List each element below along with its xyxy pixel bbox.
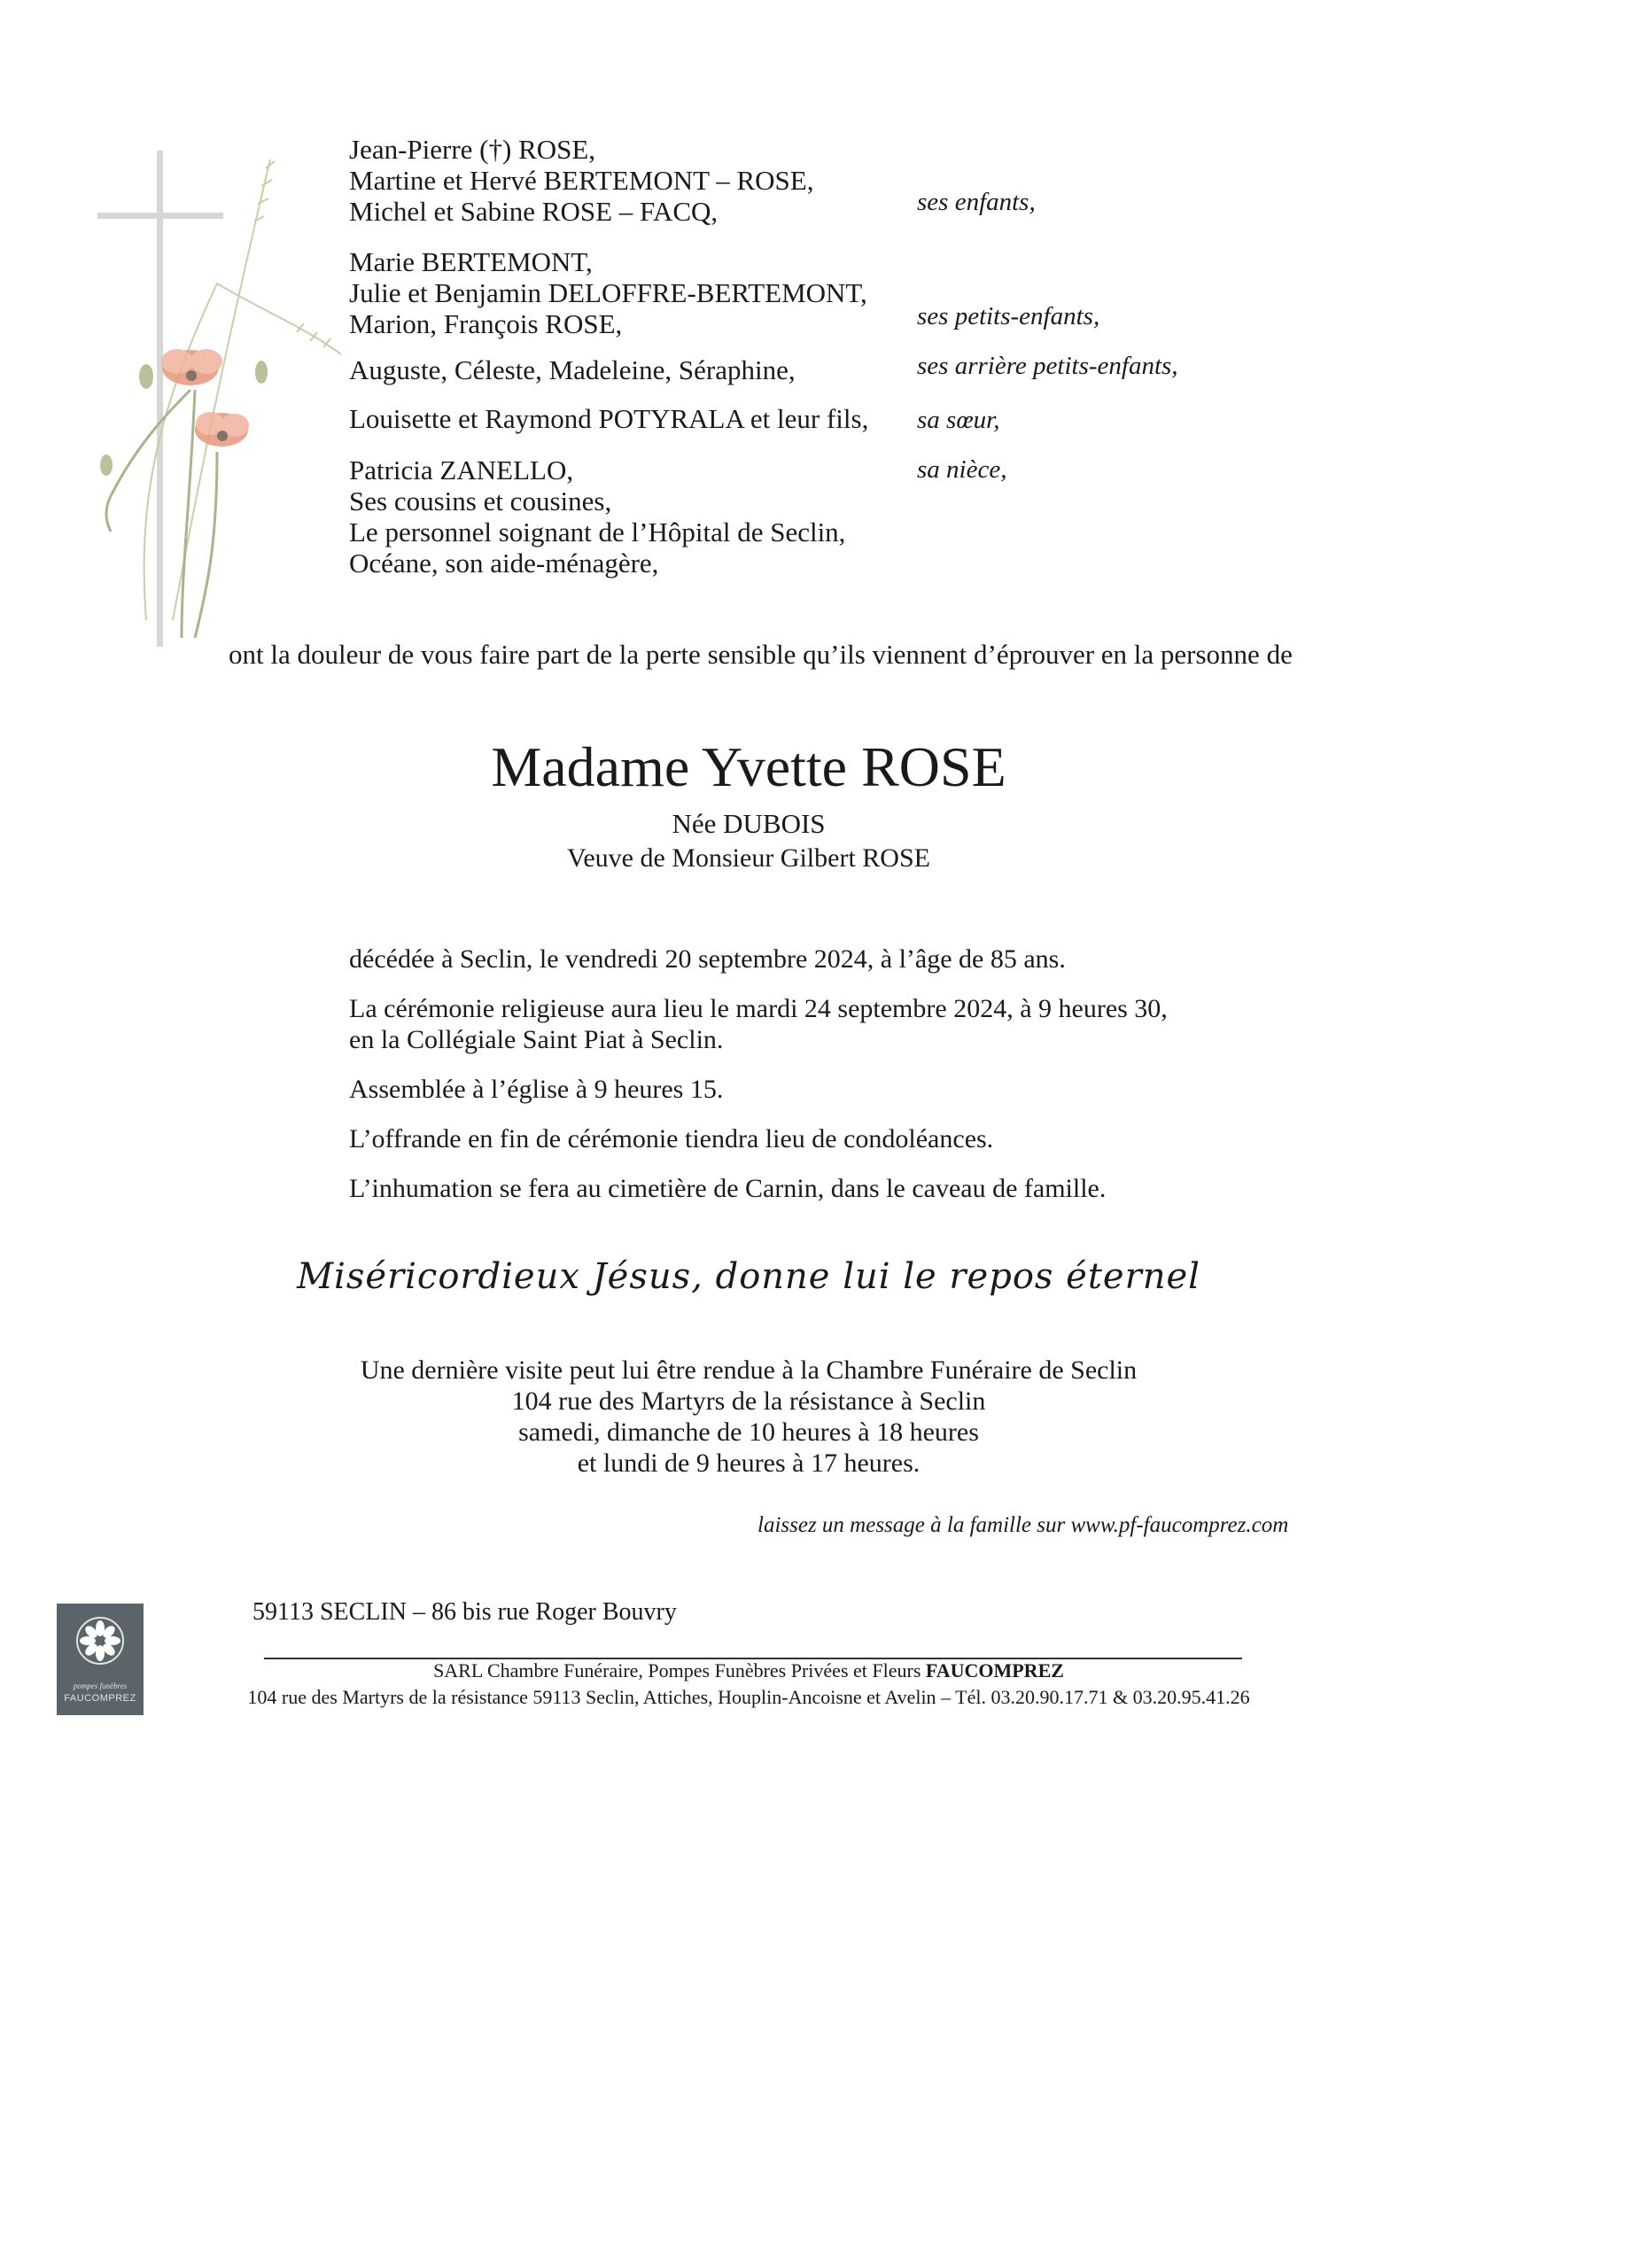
family-line: Ses cousins et cousines, <box>349 485 612 517</box>
death-details: décédée à Seclin, le vendredi 20 septembre 2024, à l’âge de 85 ans. <box>349 944 1066 974</box>
maiden-name: Née DUBOIS <box>672 808 826 839</box>
relation-label: sa sœur, <box>917 406 1000 434</box>
family-line: Jean-Pierre (†) ROSE, <box>349 134 596 165</box>
assembly-time: Assemblée à l’église à 9 heures 15. <box>349 1075 724 1104</box>
poppy-flower-icon <box>195 412 249 447</box>
family-line: Marion, François ROSE, <box>349 308 623 339</box>
family-line: Marie BERTEMONT, <box>349 246 593 277</box>
visit-line: Une dernière visite peut lui être rendue à la Chambre Funéraire de Seclin <box>360 1355 1138 1385</box>
family-line: Michel et Sabine ROSE – FACQ, <box>349 196 719 227</box>
family-line: Patricia ZANELLO, <box>349 454 574 485</box>
offering-note: L’offrande en fin de cérémonie tiendra lieu de condoléances. <box>349 1124 994 1153</box>
visit-line: samedi, dimanche de 10 heures à 18 heures <box>518 1418 979 1447</box>
cross-and-poppies-decoration <box>84 124 350 656</box>
footer-company-line <box>0 1658 1497 1684</box>
ceremony-location: en la Collégiale Saint Piat à Seclin. <box>349 1025 724 1054</box>
logo-name: FAUCOMPREZ <box>64 1693 136 1704</box>
ceremony-details: La cérémonie religieuse aura lieu le mardi 24 septembre 2024, à 9 heures 30, <box>349 994 1168 1023</box>
family-line: Auguste, Céleste, Madeleine, Séraphine, <box>349 354 796 385</box>
relation-label: ses arrière petits-enfants, <box>917 352 1178 380</box>
logo-tagline: pompes funèbres <box>73 1682 128 1690</box>
visit-line: et lundi de 9 heures à 17 heures. <box>577 1449 921 1478</box>
relation-label: ses enfants, <box>917 188 1036 216</box>
family-line: Martine et Hervé BERTEMONT – ROSE, <box>349 165 814 196</box>
relation-label: ses petits-enfants, <box>917 302 1100 330</box>
footer-company-name: FAUCOMPREZ <box>925 1659 1064 1682</box>
poppy-flower-icon <box>161 349 222 385</box>
intro-sentence: ont la douleur de vous faire part de la perte sensible qu’ils viennent d’éprouver en la personne de <box>229 639 1293 670</box>
visit-line: 104 rue des Martyrs de la résistance à Seclin <box>511 1386 986 1416</box>
footer-company-prefix: SARL Chambre Funéraire, Pompes Funèbres Privées et Fleurs <box>433 1659 921 1682</box>
online-message-note: laissez un message à la famille sur www.pf-faucomprez.com <box>757 1513 1289 1537</box>
footer-contact-line: 104 rue des Martyrs de la résistance 59113 Seclin, Attiches, Houplin-Ancoisne et Avelin – Tél. 03.20.90.17.71 & 03.20.95.41.26 <box>247 1686 1250 1708</box>
company-address: 59113 SECLIN – 86 bis rue Roger Bouvry <box>252 1598 677 1626</box>
deceased-name: Madame Yvette ROSE <box>491 735 1006 798</box>
wheat-icon <box>144 159 341 620</box>
family-line: Julie et Benjamin DELOFFRE-BERTEMONT, <box>349 277 867 308</box>
cross-icon <box>97 151 223 647</box>
burial-details: L’inhumation se fera au cimetière de Carnin, dans le caveau de famille. <box>349 1174 1107 1203</box>
relation-label: sa nièce, <box>917 455 1007 484</box>
family-line: Le personnel soignant de l’Hôpital de Seclin, <box>349 517 846 548</box>
family-line: Océane, son aide-ménagère, <box>349 548 659 579</box>
widow-of: Veuve de Monsieur Gilbert ROSE <box>567 843 930 873</box>
prayer: Miséricordieux Jésus, donne lui le repos éternel <box>297 1256 1200 1297</box>
family-line: Louisette et Raymond POTYRALA et leur fils, <box>349 403 869 434</box>
